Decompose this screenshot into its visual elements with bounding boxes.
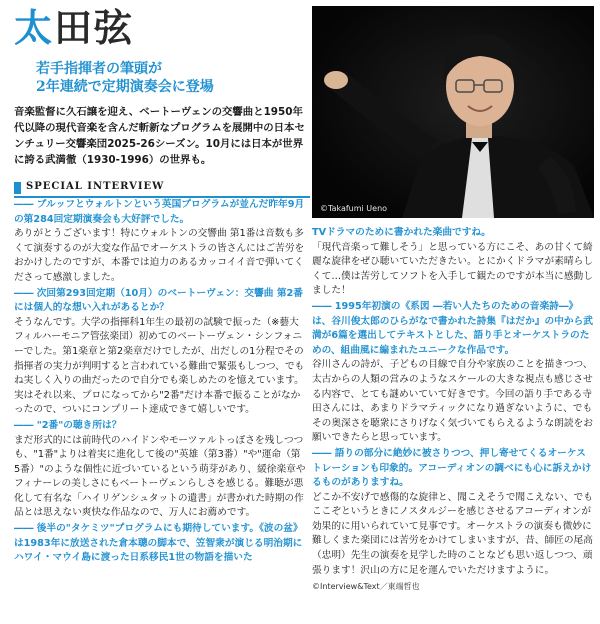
interview-answer: まだ形式的には前時代のハイドンやモーツァルトっぽさを残しつつも、"1番"よりは着実に進化して後の"英雄（第3番）"や"運命（第5番）"のような個性に近づいているという萌芽があり、緩徐楽章やフィナーレの美しさにもベートーヴェンらしさを感じる。難聴が悪化して有名な「ハイリゲンシュタットの遺書」が書かれた時期の作品とは思えない爽快な作品なので、万人にお薦めです。 [14, 434, 306, 519]
interview-question: ―― 後半の"タケミツ"プログラムにも期待しています。《波の盆》は1983年に放送された倉本聰の脚本で、笠智衆が演じる明治期にハワイ・マウイ島に渡った日系移民1世の物語を描いた [14, 523, 303, 564]
conductor-illustration [312, 6, 594, 218]
interview-byline: ©Interview&Text／東端哲也 [312, 582, 420, 592]
name-rest: 田弦 [54, 5, 135, 50]
interview-question: ―― ブルッフとウォルトンという英国プログラムが並んだ昨年9月の第284回定期演奏会も大好評でした。 [14, 199, 305, 225]
interview-answer: そうなんです。大学の指揮科1年生の最初の試験で振った（※藝大フィルハーモニア管弦楽団）初めてのベートーヴェン・シンフォニーでした。第1楽章と第2楽章だけでしたが、出だしの1分程でその指揮者の実力が判明すると言われている難曲で緊張もしつつ、でもね実しく入りの曲だったので自分でも楽しめたのを憶えています。実はそれ以来、プロになってから"2番"だけ本番で振ることがなかったので、ついにコンプリート達成できて嬉しいです。 [14, 316, 305, 416]
article-subtitle [36, 60, 306, 96]
interview-question: TVドラマのために書かれた楽曲ですね。 [312, 227, 491, 238]
interview-column-right [312, 226, 594, 595]
subtitle-line-1: 若手指揮者の筆頭が [36, 61, 162, 77]
interview-question: ―― "2番"の聴き所は？ [14, 419, 122, 431]
interview-answer: 「現代音楽って難しそう」と思っている方にこそ、あの甘くて綺麗な旋律をぜひ聴いていただきたい。とにかくドラマが素晴らしくて…僕は苦労してソフトを入手して観たのですが本当に感動しました！ [312, 241, 593, 297]
interview-question: ―― 次回第293回定期（10月）のベートーヴェン：交響曲 第2番には個人的な想い入れがあるとか？ [14, 287, 303, 314]
interview-question: ―― 語りの部分に絶妙に被さりつつ、押し寄せてくるオーケストレーションも印象的。アコーディオンの調べにも心に訴えかけるものがありますね。 [312, 447, 592, 489]
heading-bar [14, 182, 21, 194]
interview-answer: 谷川さんの詩が、子どもの目線で自分や家族のことを描きつつ、太古からの人類の営みのようなスケールの大きな視点も感じさせる内容で、とても謎めいていて好きです。今回の語り手である寺田さんには、あまりドラマティックになり過ぎないように、でもその奥深さを聴衆にさりげなく気づいてもらえるような朗読をお願いできたらと思っています。 [312, 359, 593, 444]
photo-credit: ©Takafumi Ueno [320, 204, 388, 213]
interview-answer: どこか不安げで感傷的な旋律と、聞こえそうで聞こえない、でもここぞというときにノスタルジーを感じさせるアコーディオンが効果的に用いられていて見事です。オーケストラの演奏も微妙に難しくまた楽団には苦労をかけてしまいますが、昔、師匠の尾高（忠明）先生の演奏を見学した時のことなども思い返しつつ、頑張ります！沢山の方に足を運んでいただけますように。 [312, 491, 593, 576]
subtitle-line-2: 2年連続で定期演奏会に登場 [36, 79, 214, 95]
interview-question: ―― 1995年初演の《系図 ―若い人たちのための音楽詩―》は、谷川俊太郎のひらがなで書かれた詩集『はだか』の中から武満が6篇を選出してテキストとした、語り手とオーケストラのための、組曲風に編まれたユニークな作品です。 [312, 300, 593, 356]
conductor-photo [312, 6, 594, 218]
interview-heading-label: SPECIAL INTERVIEW [26, 181, 165, 192]
name-first-char: 太 [14, 5, 55, 50]
interview-column-left [14, 198, 306, 566]
lead-paragraph: 音楽監督に久石譲を迎え、ベートーヴェンの交響曲と1950年代以降の現代音楽を含んだ斬新なプログラムを展開中の日本センチュリー交響楽団2025-26シーズン。10月には日本が世界に誇る武満徹（1930-1996）の世界も。 [14, 106, 305, 166]
conductor-name [14, 6, 134, 50]
interview-heading [14, 181, 310, 198]
interview-answer: ありがとうございます！特にウォルトンの交響曲 第1番は音数も多くて演奏するのが大変な作品でオーケストラの皆さんにはご苦労をおかけしたのですが、本番では迫力のあるカッコイイ音で弾いてくださって感激しました。 [14, 228, 305, 283]
